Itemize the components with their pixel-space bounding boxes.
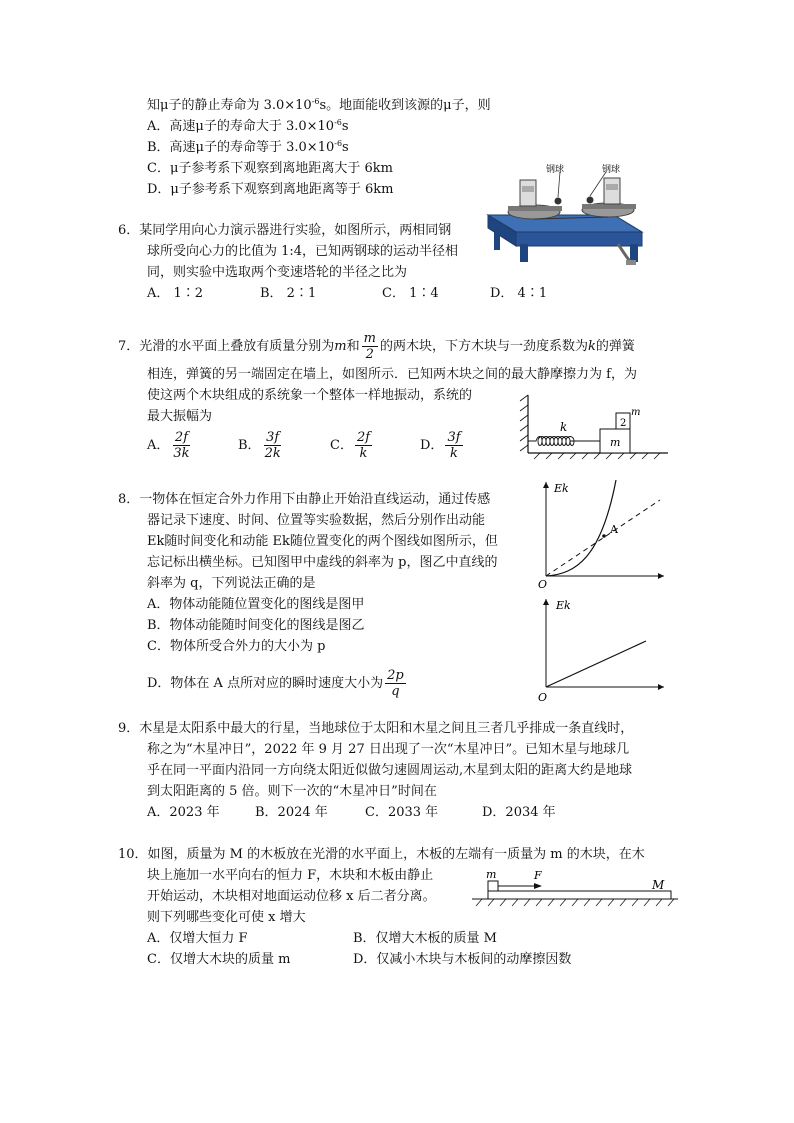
q8-option-c: C．物体所受合外力的大小为 p [147,639,326,654]
q10-option-a: A．仅增大恒力 F [147,931,248,946]
q5-option-d: D．μ子参考系下观察到离地距离等于 6km [147,182,394,197]
q8-line2: 器记录下速度、时间、位置等实验数据，然后分别作出动能 [147,513,486,528]
top-block-2: 2 [620,418,627,429]
graph-yi [536,595,666,705]
q10-line1: 10．如图，质量为 M 的木板放在光滑的水平面上，木板的左端有一质量为 m 的木块，在木 [118,847,645,862]
q7-option-b: B． $\frac{3f}{2k}$ [238,430,281,461]
ball-label-right: 钢球 [602,165,621,175]
block-m-label: m [486,868,497,881]
ball-label-left: 钢球 [546,165,565,175]
q8-option-d: D．物体在 A 点所对应的瞬时速度大小为 $\frac{2p}{q}$ [147,668,404,699]
q8-line4: 忘记标出横坐标。已知图甲中虚线的斜率为 p，图乙中直线的 [147,555,498,570]
q5-option-c: C．μ子参考系下观察到离地距离大于 6km [147,161,394,176]
yi-origin: O [538,691,548,704]
q10-line2: 块上施加一水平向右的恒力 F，木块和木板由静止 [147,868,434,883]
q6-option-b: B． 2∶1 [260,286,317,301]
q6-option-c: C． 1∶4 [382,286,439,301]
q7-option-d: D． $\frac{3f}{k}$ [420,430,461,461]
q6-option-a: A． 1∶2 [147,286,204,301]
q9-line1: 9．木星是太阳系中最大的行星，当地球位于太阳和木星之间且三者几乎排成一条直线时， [118,721,634,736]
q10-option-c: C．仅增大木块的质量 m [147,952,291,967]
yi-ylabel: Ek [556,599,571,612]
centripetal-demonstrator-figure [486,160,646,280]
q5-stem: 知μ子的静止寿命为 $3.0\times 10^{-6}s$。地面能收到该源的μ子，则 [147,97,491,113]
q7-line1: 7．光滑的水平面上叠放有质量分别为m和 $\frac{m}{2}$ 的两木块，下方木块与一劲度系数为k的弹簧 [118,331,635,362]
q10-option-b: B．仅增大木板的质量 M [353,931,497,946]
yi-line [546,641,646,687]
q10-option-d: D．仅减小木块与木板间的动摩擦因数 [353,952,572,967]
q9-line2: 称之为“木星冲日”，2022 年 9 月 27 日出现了一次“木星冲日”。已知木星与地球几 [147,742,630,757]
q9-option-a: A．2023 年 [147,805,220,820]
spring-label: k [560,420,568,434]
q7-line4: 最大振幅为 [147,409,213,424]
q7-option-a: A． $\frac{2f}{3k}$ [147,430,190,461]
jia-point-a: A [610,523,618,536]
jia-ylabel: Ek [554,482,569,495]
q9-line4: 到太阳距离的 5 倍。则下一次的“木星冲日”时间在 [147,784,437,799]
board-block-figure [472,866,682,912]
q6-option-d: D． 4∶1 [490,286,548,301]
q9-line3: 乎在同一平面内沿同一方向绕太阳近似做匀速圆周运动,木星到太阳的距离大约是地球 [147,763,633,778]
bottom-block-m: m [610,436,621,449]
q10-line3: 开始运动，木块相对地面运动位移 x 后二者分离。 [147,889,436,904]
q7-line3: 使这两个木块组成的系统象一个整体一样地振动，系统的 [147,388,473,403]
jia-origin: O [538,578,548,591]
q9-option-b: B．2024 年 [255,805,328,820]
q6-line2: 球所受向心力的比值为 1:4，已知两钢球的运动半径相 [147,244,459,259]
q9-option-d: D．2034 年 [482,805,556,820]
q6-line1: 6．某同学用向心力演示器进行实验，如图所示，两相同钢 [118,223,452,238]
top-block-m: m [631,407,641,418]
q5-option-b: B．高速μ子的寿命等于 $3.0\times 10^{-6}s$ [147,139,349,155]
q7-line2: 相连，弹簧的另一端固定在墙上，如图所示．已知两木块之间的最大静摩擦力为 f，为 [147,367,637,382]
q8-line3: Ek随时间变化和动能 Ek随位置变化的两个图线如图所示，但 [147,534,498,549]
q9-option-c: C．2033 年 [365,805,439,820]
q7-option-c: C． $\frac{2f}{k}$ [330,430,371,461]
q8-line5: 斜率为 q，下列说法正确的是 [147,576,316,591]
jia-dashed-line [546,500,660,576]
q8-option-b: B．物体动能随时间变化的图线是图乙 [147,618,365,633]
q5-option-a: A．高速μ子的寿命大于 $3.0\times 10^{-6}s$ [147,118,349,134]
q6-line3: 同，则实验中选取两个变速塔轮的半径之比为 [147,265,408,280]
force-f-label: F [534,869,542,882]
q8-line1: 8．一物体在恒定合外力作用下由静止开始沿直线运动，通过传感 [118,492,491,507]
spring-block-figure [520,395,670,465]
board-m-label: M [652,878,665,892]
q10-line4: 则下列哪些变化可使 x 增大 [147,910,306,925]
q8-option-a: A．物体动能随位置变化的图线是图甲 [147,597,365,612]
graph-jia [536,478,666,593]
